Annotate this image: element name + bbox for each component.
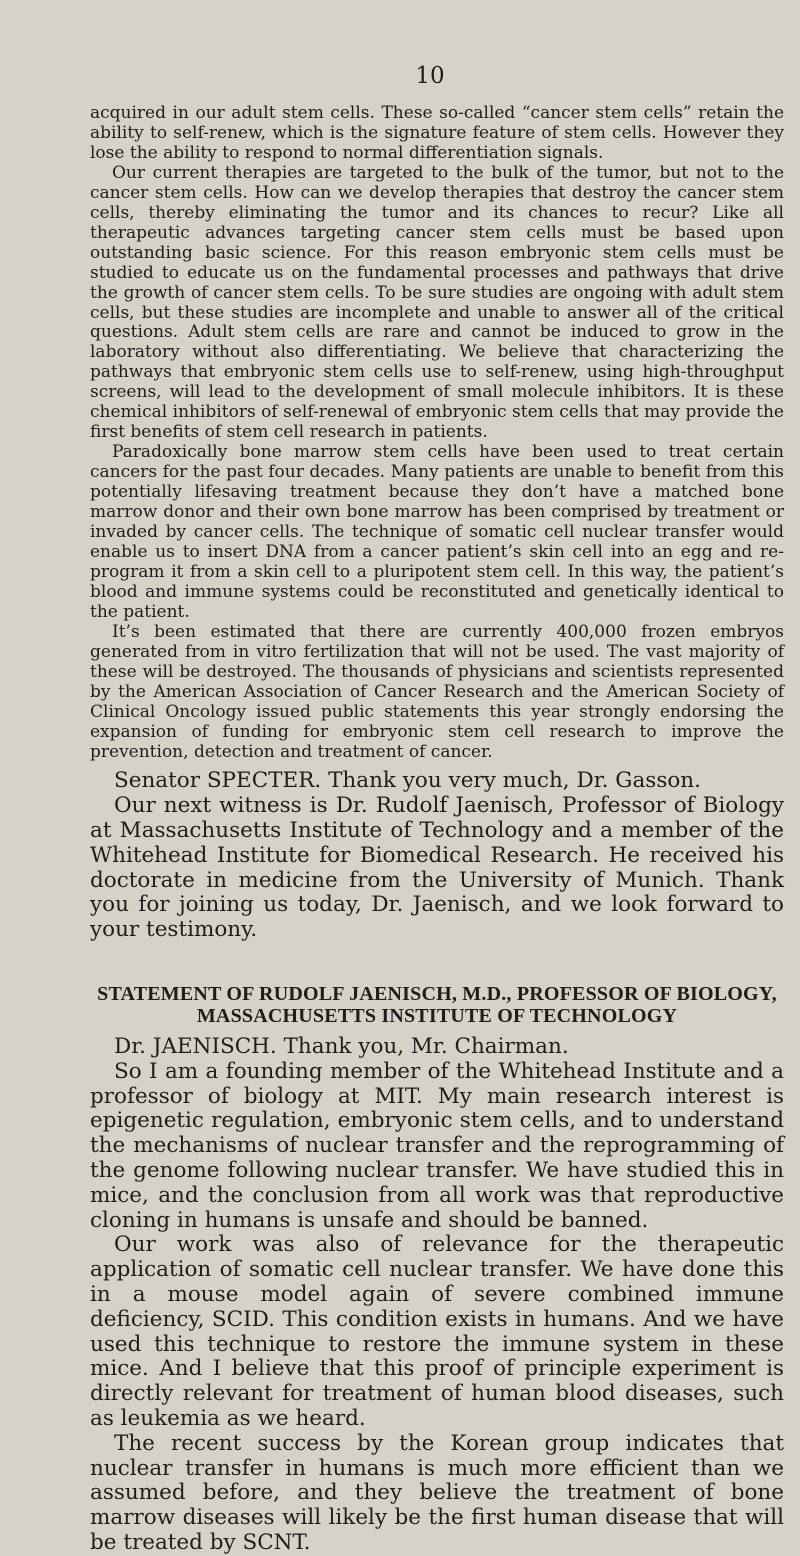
paragraph: The recent success by the Korean group indicates that nuclear transfer in humans is much more efficient than we assumed before, and they believe the treatment of bone marrow diseases will likely be the first human disease that will be treated by SCNT. xyxy=(90,1430,784,1555)
paragraph: Paradoxically bone marrow stem cells have been used to treat certain cancers for the past four decades. Many patients are unable to benefit from this potentially lifesaving treatment because they don’t have a matched bone marrow donor and their own bone marrow has been comprised by treatment or invaded by cancer cells. The technique of somatic cell nuclear transfer would enable us to insert DNA from a cancer patient’s skin cell into an egg and re-program it from a skin cell to a pluripotent stem cell. In this way, the patient’s blood and immune systems could be reconstituted and genetically identical to the patient. xyxy=(90,442,784,622)
speaker-name: Dr. JAENISCH. xyxy=(114,1034,277,1060)
paragraph xyxy=(90,1035,784,1060)
paragraph: acquired in our adult stem cells. These so-called “cancer stem cells” retain the ability to self-renew, which is the signature feature of stem cells. However they lose the ability to respond to normal differentiation signals. xyxy=(90,103,784,163)
paragraph xyxy=(90,769,784,794)
prior-testimony xyxy=(90,104,784,762)
heading-line: STATEMENT OF RUDOLF JAENISCH, M.D., PROFESSOR OF BIOLOGY, xyxy=(97,983,777,1006)
paragraph: It’s been estimated that there are currently 400,000 frozen embryos generated from in vitro fertilization that will not be used. The vast majority of these will be destroyed. The thousands of physicians and scientists represented by the American Association of Cancer Research and the American Society of Clinical Oncology issued public statements this year strongly endorsing the expansion of funding for embryonic stem cell research to improve the prevention, detection and treatment of cancer. xyxy=(90,621,784,762)
paragraph: Our next witness is Dr. Rudolf Jaenisch, Professor of Biology at Massachusetts Institute of Technology and a member of the Whitehead Institute for Biomedical Research. He received his doctorate in medicine from the University of Munich. Thank you for joining us today, Dr. Jaenisch, and we look forward to your testimony. xyxy=(90,793,784,943)
statement-heading xyxy=(90,983,784,1027)
paragraph-text: Thank you, Mr. Chairman. xyxy=(283,1034,569,1060)
witness-statement xyxy=(90,1035,784,1556)
paragraph: So I am a founding member of the Whitehead Institute and a professor of biology at MIT. My main research interest is epigenetic regulation, embryonic stem cells, and to understand the mechanisms of nuclear transfer and the reprogramming of the genome following nuclear transfer. We have studied this in mice, and the conclusion from all work was that reproductive cloning in humans is unsafe and should be banned. xyxy=(90,1058,784,1233)
speaker-name: Senator SPECTER. xyxy=(114,768,322,794)
paragraph-text: Thank you very much, Dr. Gasson. xyxy=(328,768,701,794)
paragraph: Our current therapies are targeted to the bulk of the tumor, but not to the cancer stem cells. How can we develop therapies that destroy the cancer stem cells, thereby eliminating the tumor and its chances to recur? Like all therapeutic advances targeting cancer stem cells must be based upon outstanding basic science. For this reason embryonic stem cells must be studied to educate us on the fundamental processes and pathways that drive the growth of cancer stem cells. To be sure studies are ongoing with adult stem cells, but these studies are incomplete and unable to answer all of the critical questions. Adult stem cells are rare and cannot be induced to grow in the laboratory without also differentiating. We believe that characterizing the pathways that embryonic stem cells use to self-renew, using high-throughput screens, will lead to the development of small molecule inhibitors. It is these chemical inhibitors of self-renewal of embryonic stem cells that may provide the first benefits of stem cell research in patients. xyxy=(90,162,784,443)
paragraph: Our work was also of relevance for the therapeutic application of somatic cell nuclear transfer. We have done this in a mouse model again of severe combined immune deficiency, SCID. This condition exists in humans. And we have used this technique to restore the immune system in these mice. And I believe that this proof of principle experiment is directly relevant for treatment of human blood diseases, such as leukemia as we heard. xyxy=(90,1232,784,1431)
chair-remarks xyxy=(90,769,784,943)
page-number: 10 xyxy=(415,63,445,89)
heading-line: MASSACHUSETTS INSTITUTE OF TECHNOLOGY xyxy=(196,1005,678,1028)
